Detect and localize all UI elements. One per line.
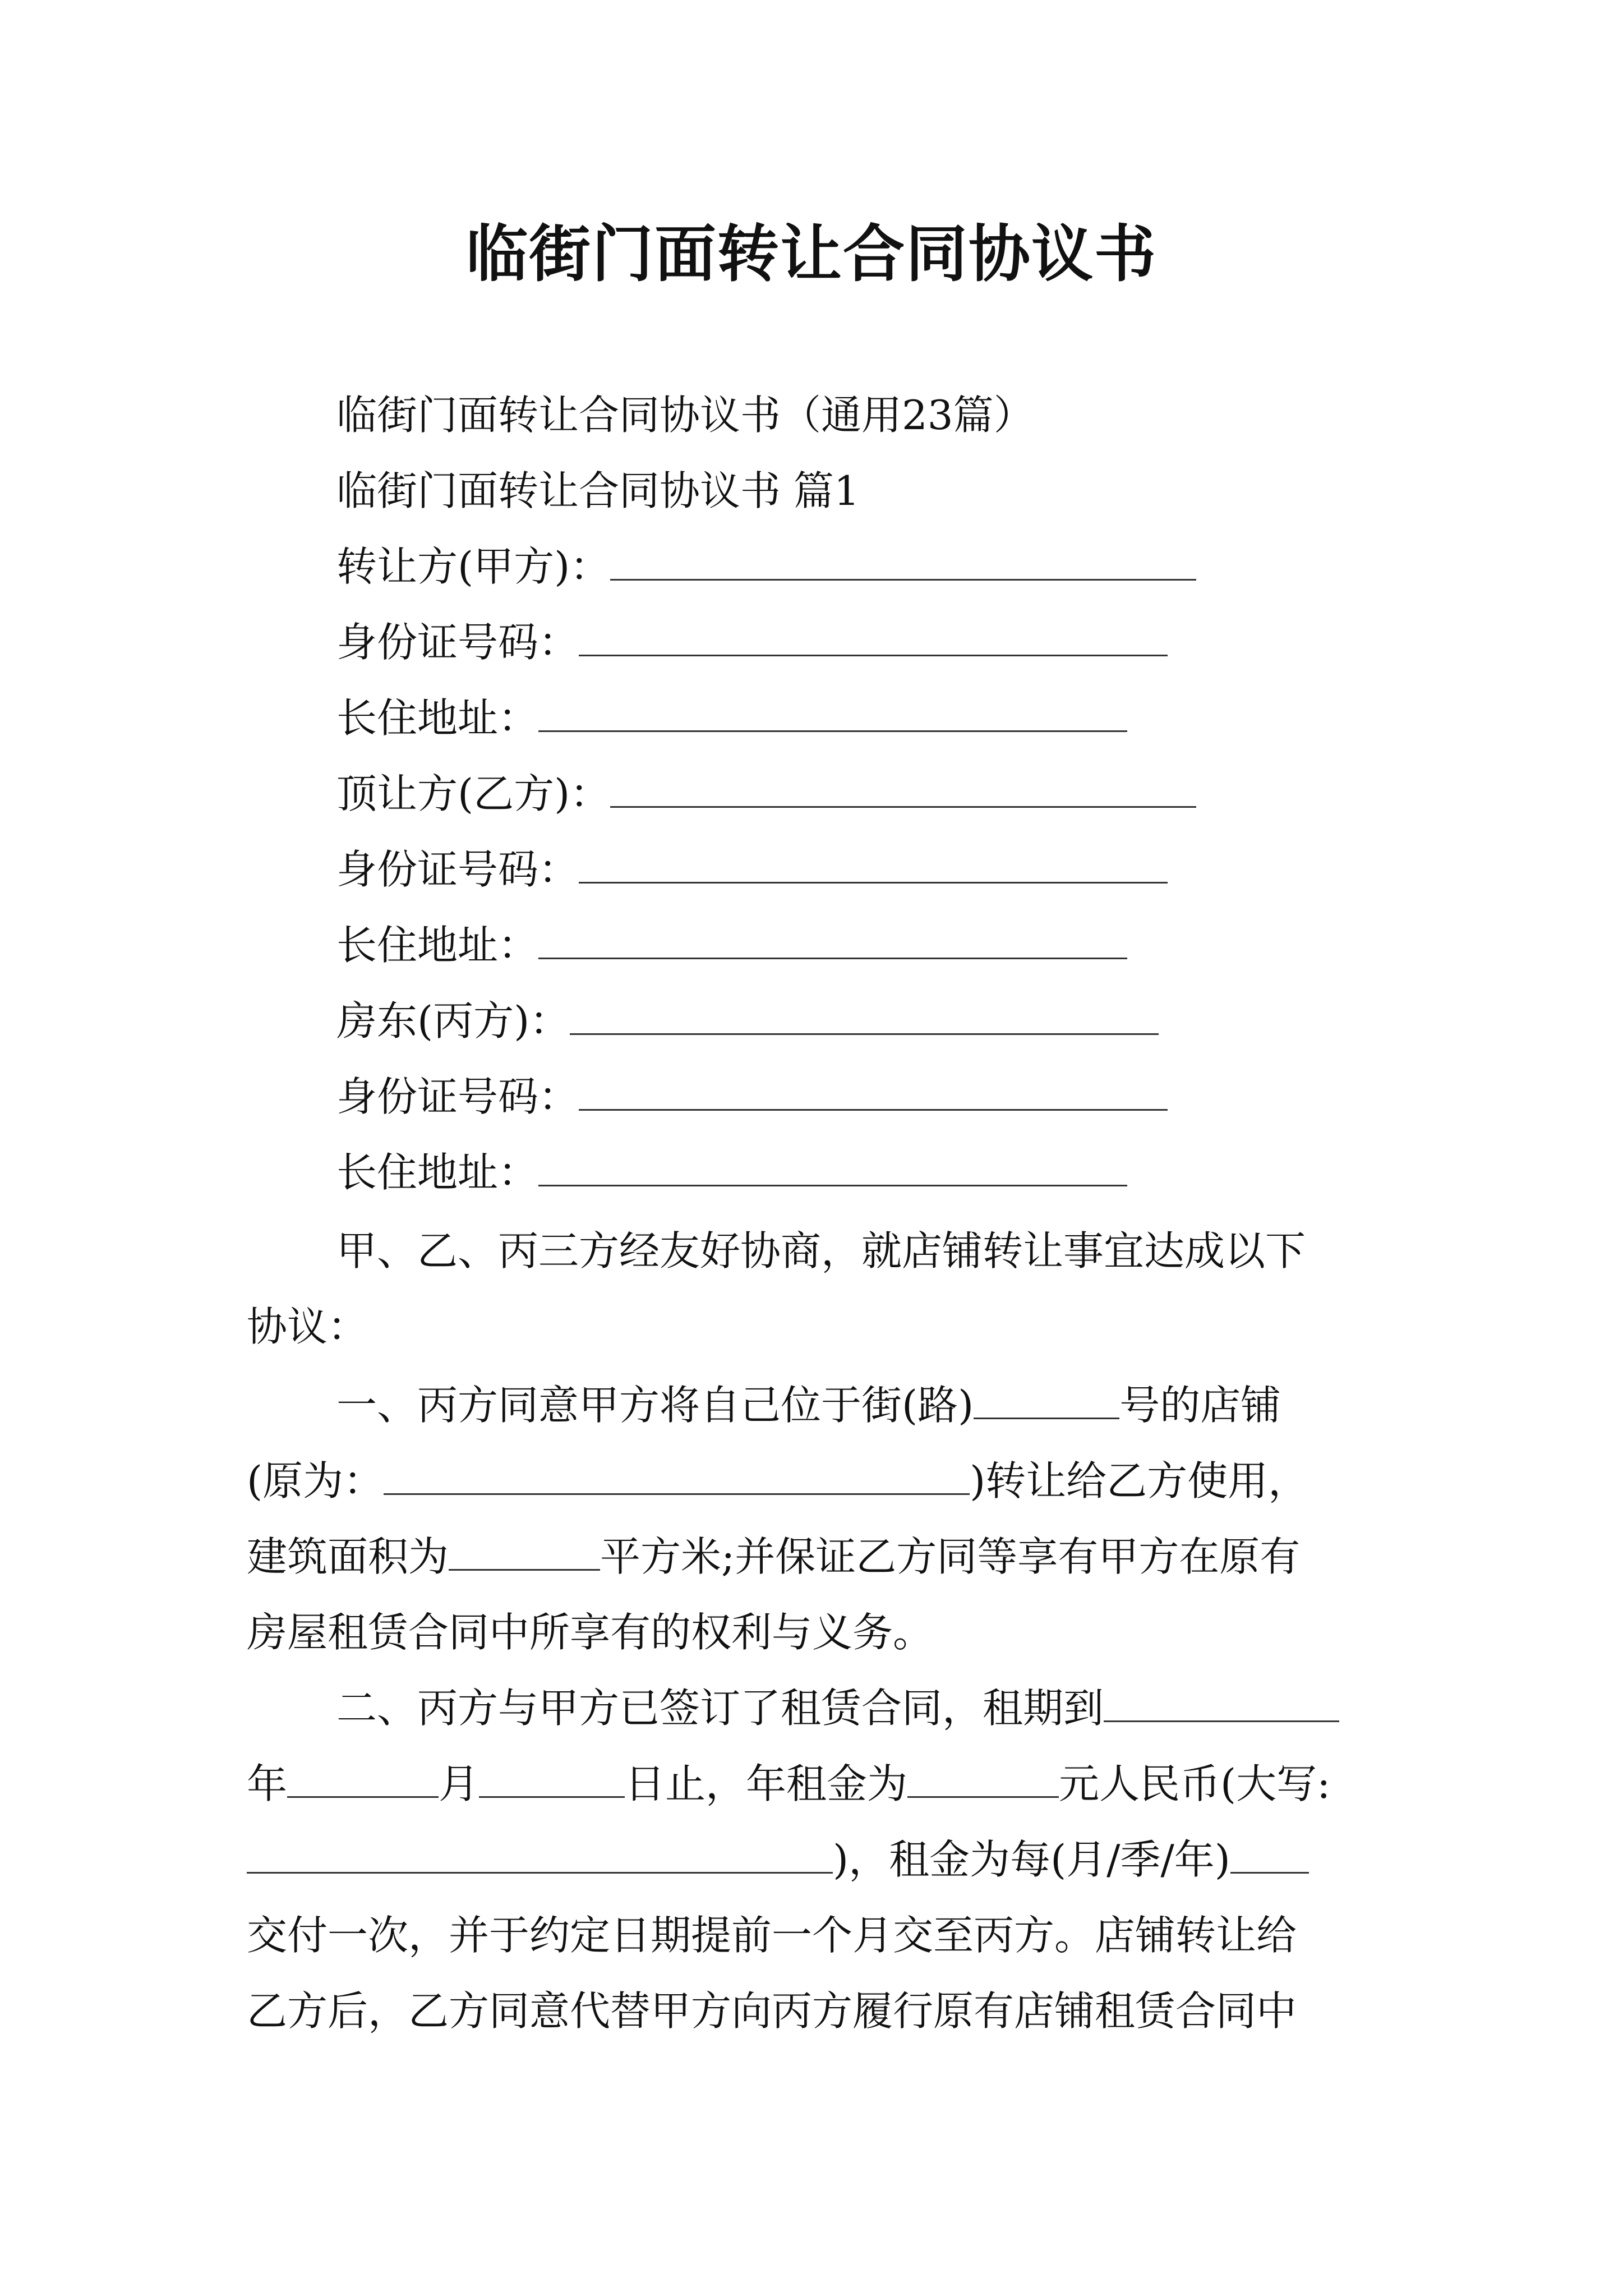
clause-text: 日止，年租金为 bbox=[625, 1760, 908, 1807]
clause-text: 月 bbox=[439, 1760, 479, 1807]
clause-line bbox=[247, 1453, 1308, 1509]
fill-in-blank[interactable] bbox=[1104, 1683, 1339, 1722]
fill-in-blank[interactable] bbox=[570, 996, 1159, 1035]
paragraph-line: 协议： bbox=[247, 1303, 368, 1350]
field-label: 长住地址： bbox=[336, 694, 539, 742]
document-title: 临街门面转让合同协议书 bbox=[466, 218, 1157, 290]
clause-text: )，租金为每(月/季/年) bbox=[833, 1836, 1230, 1883]
fill-in-blank[interactable] bbox=[538, 693, 1127, 732]
fill-in-blank[interactable] bbox=[538, 1148, 1127, 1186]
fill-in-blank[interactable] bbox=[287, 1759, 439, 1798]
fill-in-blank[interactable] bbox=[1230, 1835, 1309, 1874]
clause-text: )转让给乙方使用， bbox=[970, 1457, 1309, 1504]
clause-line bbox=[336, 1377, 1281, 1433]
fill-in-blank[interactable] bbox=[449, 1532, 600, 1571]
field-label: 转让方(甲方)： bbox=[336, 543, 611, 590]
fill-in-blank[interactable] bbox=[579, 618, 1168, 656]
clause-line bbox=[247, 1832, 1309, 1888]
fill-in-blank[interactable] bbox=[479, 1759, 625, 1798]
clause-text: 平方米;并保证乙方同等享有甲方在原有 bbox=[600, 1533, 1301, 1580]
clause-text: 年 bbox=[247, 1760, 288, 1807]
party-field bbox=[336, 993, 1159, 1049]
clause-line: 房屋租赁合同中所享有的权利与义务。 bbox=[247, 1609, 934, 1656]
clause-line bbox=[247, 1756, 1330, 1812]
party-field bbox=[336, 1069, 1168, 1125]
clause-line bbox=[247, 1529, 1300, 1585]
clause-line bbox=[336, 1680, 1339, 1736]
fill-in-blank[interactable] bbox=[384, 1456, 970, 1495]
fill-in-blank[interactable] bbox=[538, 921, 1127, 959]
party-field bbox=[336, 766, 1196, 822]
clause-text: 二、丙方与甲方已签订了租赁合同，租期到 bbox=[336, 1685, 1104, 1732]
party-field bbox=[336, 841, 1168, 898]
field-label: 身份证号码： bbox=[336, 619, 579, 666]
clause-line: 交付一次，并于约定日期提前一个月交至丙方。店铺转让给 bbox=[247, 1912, 1297, 1959]
clause-text: 一、丙方同意甲方将自己位于街(路) bbox=[336, 1382, 974, 1429]
fill-in-blank[interactable] bbox=[247, 1835, 833, 1874]
clause-line: 乙方后，乙方同意代替甲方向丙方履行原有店铺租赁合同中 bbox=[247, 1987, 1297, 2035]
clause-text: 号的店铺 bbox=[1119, 1382, 1281, 1429]
party-field bbox=[336, 614, 1168, 670]
clause-text: 建筑面积为 bbox=[247, 1533, 449, 1580]
fill-in-blank[interactable] bbox=[610, 542, 1196, 581]
clause-text: 元人民币(大写: bbox=[1059, 1760, 1331, 1807]
field-label: 身份证号码： bbox=[336, 1073, 579, 1120]
fill-in-blank[interactable] bbox=[610, 769, 1196, 808]
subtitle: 临街门面转让合同协议书（通用23篇） bbox=[336, 392, 1034, 439]
party-field bbox=[336, 1144, 1127, 1200]
fill-in-blank[interactable] bbox=[579, 1072, 1168, 1111]
field-label: 长住地址： bbox=[336, 1149, 539, 1196]
field-label: 长住地址： bbox=[336, 922, 539, 969]
field-label: 顶让方(乙方)： bbox=[336, 770, 611, 817]
party-field bbox=[336, 690, 1127, 746]
fill-in-blank[interactable] bbox=[907, 1759, 1059, 1798]
party-field bbox=[336, 539, 1196, 595]
field-label: 身份证号码： bbox=[336, 846, 579, 893]
field-label: 房东(丙方)： bbox=[336, 997, 570, 1045]
section-heading: 临街门面转让合同协议书 篇1 bbox=[336, 467, 860, 514]
party-field bbox=[336, 917, 1127, 973]
fill-in-blank[interactable] bbox=[579, 845, 1168, 884]
paragraph-line: 甲、乙、丙三方经友好协商，就店铺转让事宜达成以下 bbox=[336, 1227, 1306, 1274]
clause-text: (原为： bbox=[247, 1457, 384, 1504]
fill-in-blank[interactable] bbox=[974, 1381, 1119, 1419]
